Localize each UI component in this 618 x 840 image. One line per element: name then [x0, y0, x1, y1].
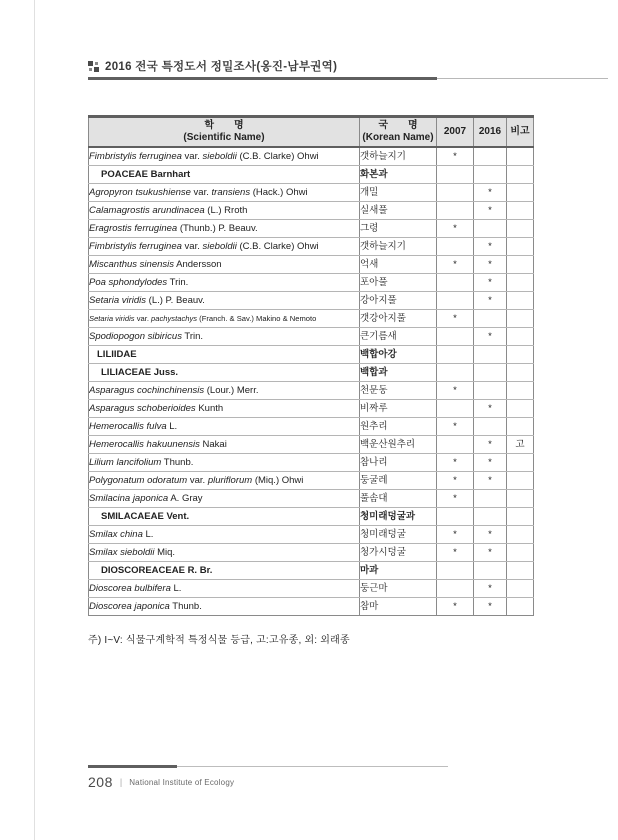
- page-number: 208: [88, 774, 113, 790]
- mark-2007-cell: *: [437, 472, 474, 490]
- header-rule-dark: [88, 77, 437, 80]
- mark-2016-cell: [474, 346, 507, 364]
- remark-cell: [507, 490, 534, 508]
- korean-name-cell: 비짜루: [360, 400, 437, 418]
- col-header-2007: 2007: [437, 117, 474, 148]
- korean-name-cell: 강아지풀: [360, 292, 437, 310]
- remark-cell: [507, 526, 534, 544]
- table-row: [89, 220, 534, 238]
- mark-2007-cell: *: [437, 490, 474, 508]
- scientific-name-cell: Smilax china L.: [89, 526, 360, 544]
- korean-name-cell: 참마: [360, 598, 437, 616]
- mark-2007-cell: [437, 274, 474, 292]
- mark-2007-cell: [437, 328, 474, 346]
- col-header-remark: 비고: [507, 117, 534, 148]
- mark-2007-cell: [437, 436, 474, 454]
- page-footer: [88, 774, 234, 790]
- table-row: [89, 400, 534, 418]
- scientific-name-cell: Agropyron tsukushiense var. transiens (Hack.) Ohwi: [89, 184, 360, 202]
- mark-2007-cell: [437, 202, 474, 220]
- remark-cell: [507, 418, 534, 436]
- mark-2007-cell: *: [437, 382, 474, 400]
- table-row: [89, 580, 534, 598]
- table-row: [89, 364, 534, 382]
- table-row: [89, 147, 534, 166]
- mark-2016-cell: [474, 508, 507, 526]
- col-header-scientific-name: 학 명 (Scientific Name): [89, 117, 360, 148]
- mark-2007-cell: [437, 184, 474, 202]
- scientific-name-cell: LILIIDAE: [89, 346, 360, 364]
- mark-2007-cell: *: [437, 454, 474, 472]
- remark-cell: [507, 598, 534, 616]
- remark-cell: [507, 220, 534, 238]
- remark-cell: [507, 580, 534, 598]
- korean-name-cell: 갯하늘지기: [360, 147, 437, 166]
- scientific-name-cell: Poa sphondylodes Trin.: [89, 274, 360, 292]
- remark-cell: [507, 400, 534, 418]
- mark-2016-cell: [474, 147, 507, 166]
- korean-name-cell: 큰기름새: [360, 328, 437, 346]
- mark-2007-cell: [437, 580, 474, 598]
- remark-cell: [507, 166, 534, 184]
- mark-2016-cell: *: [474, 400, 507, 418]
- mark-2007-cell: [437, 400, 474, 418]
- mark-2016-cell: [474, 382, 507, 400]
- remark-cell: [507, 184, 534, 202]
- col-header-2016: 2016: [474, 117, 507, 148]
- scientific-name-cell: Hemerocallis hakuunensis Nakai: [89, 436, 360, 454]
- col-header-korean-name: 국 명 (Korean Name): [360, 117, 437, 148]
- table-row: [89, 562, 534, 580]
- table-row: [89, 382, 534, 400]
- remark-cell: [507, 328, 534, 346]
- scientific-name-cell: Smilax sieboldii Miq.: [89, 544, 360, 562]
- mark-2016-cell: [474, 418, 507, 436]
- mark-2016-cell: [474, 220, 507, 238]
- mark-2016-cell: *: [474, 184, 507, 202]
- table-row: [89, 328, 534, 346]
- korean-name-cell: 풀솜대: [360, 490, 437, 508]
- scientific-name-cell: Calamagrostis arundinacea (L.) Rroth: [89, 202, 360, 220]
- mark-2016-cell: *: [474, 256, 507, 274]
- mark-2016-cell: *: [474, 454, 507, 472]
- mark-2007-cell: *: [437, 256, 474, 274]
- mark-2016-cell: [474, 310, 507, 328]
- remark-cell: [507, 202, 534, 220]
- species-table-body: [89, 147, 534, 616]
- korean-name-cell: 억새: [360, 256, 437, 274]
- scientific-name-cell: Asparagus schoberioides Kunth: [89, 400, 360, 418]
- page-left-edge-line: [34, 0, 35, 840]
- mark-2007-cell: *: [437, 526, 474, 544]
- mark-2007-cell: *: [437, 220, 474, 238]
- korean-name-cell: 백합아강: [360, 346, 437, 364]
- footnote: 주) I~V: 식물구계학적 특정식물 등급, 고:고유종, 외: 외래종: [88, 635, 350, 646]
- scientific-name-cell: Dioscorea bulbifera L.: [89, 580, 360, 598]
- remark-cell: [507, 274, 534, 292]
- mark-2016-cell: *: [474, 526, 507, 544]
- korean-name-cell: 청미래덩굴과: [360, 508, 437, 526]
- table-row: [89, 544, 534, 562]
- table-row: [89, 508, 534, 526]
- remark-cell: [507, 562, 534, 580]
- table-row: [89, 256, 534, 274]
- mark-2016-cell: *: [474, 580, 507, 598]
- mark-2007-cell: [437, 346, 474, 364]
- scientific-name-cell: Miscanthus sinensis Andersson: [89, 256, 360, 274]
- mark-2016-cell: *: [474, 598, 507, 616]
- scientific-name-cell: Spodiopogon sibiricus Trin.: [89, 328, 360, 346]
- korean-name-cell: 백운산원추리: [360, 436, 437, 454]
- scientific-name-cell: Asparagus cochinchinensis (Lour.) Merr.: [89, 382, 360, 400]
- mark-2007-cell: [437, 508, 474, 526]
- table-row: [89, 598, 534, 616]
- remark-cell: [507, 544, 534, 562]
- korean-name-cell: 개밀: [360, 184, 437, 202]
- mark-2007-cell: [437, 238, 474, 256]
- table-row: [89, 166, 534, 184]
- remark-cell: [507, 346, 534, 364]
- table-row: [89, 184, 534, 202]
- table-row: [89, 346, 534, 364]
- mark-2016-cell: *: [474, 328, 507, 346]
- table-row: [89, 292, 534, 310]
- mark-2016-cell: *: [474, 472, 507, 490]
- footer-publisher: National Institute of Ecology: [129, 777, 235, 787]
- table-row: [89, 490, 534, 508]
- footer-rule-dark: [88, 765, 177, 768]
- korean-name-cell: 갯강아지풀: [360, 310, 437, 328]
- scientific-name-cell: Hemerocallis fulva L.: [89, 418, 360, 436]
- mark-2016-cell: *: [474, 202, 507, 220]
- korean-name-cell: 둥굴레: [360, 472, 437, 490]
- scientific-name-cell: Setaria viridis var. pachystachys (Franch. & Sav.) Makino & Nemoto: [89, 310, 360, 328]
- remark-cell: [507, 256, 534, 274]
- table-row: [89, 238, 534, 256]
- mark-2007-cell: *: [437, 310, 474, 328]
- mark-2007-cell: *: [437, 418, 474, 436]
- scientific-name-cell: Smilacina japonica A. Gray: [89, 490, 360, 508]
- scientific-name-cell: POACEAE Barnhart: [89, 166, 360, 184]
- remark-cell: [507, 238, 534, 256]
- korean-name-cell: 마과: [360, 562, 437, 580]
- korean-name-cell: 참나리: [360, 454, 437, 472]
- table-row: [89, 526, 534, 544]
- korean-name-cell: 실새풀: [360, 202, 437, 220]
- mark-2016-cell: *: [474, 274, 507, 292]
- scientific-name-cell: Polygonatum odoratum var. pluriflorum (Miq.) Ohwi: [89, 472, 360, 490]
- scientific-name-cell: Setaria viridis (L.) P. Beauv.: [89, 292, 360, 310]
- remark-cell: [507, 310, 534, 328]
- remark-cell: [507, 508, 534, 526]
- korean-name-cell: 천문동: [360, 382, 437, 400]
- mark-2007-cell: [437, 364, 474, 382]
- scientific-name-cell: DIOSCOREACEAE R. Br.: [89, 562, 360, 580]
- species-table: [88, 115, 534, 616]
- scientific-name-cell: Eragrostis ferruginea (Thunb.) P. Beauv.: [89, 220, 360, 238]
- remark-cell: [507, 454, 534, 472]
- scientific-name-cell: Lilium lancifolium Thunb.: [89, 454, 360, 472]
- remark-cell: [507, 382, 534, 400]
- korean-name-cell: 포아풀: [360, 274, 437, 292]
- section-marker-icon: [88, 61, 100, 73]
- korean-name-cell: 청가시덩굴: [360, 544, 437, 562]
- korean-name-cell: 둥근마: [360, 580, 437, 598]
- korean-name-cell: 청미래덩굴: [360, 526, 437, 544]
- remark-cell: [507, 364, 534, 382]
- scientific-name-cell: Fimbristylis ferruginea var. sieboldii (C.B. Clarke) Ohwi: [89, 147, 360, 166]
- footer-separator: |: [119, 777, 123, 787]
- running-header-title: 2016 전국 특정도서 정밀조사(옹진-남부권역): [105, 61, 338, 73]
- table-row: [89, 418, 534, 436]
- table-header-row: [89, 117, 534, 148]
- korean-name-cell: 백합과: [360, 364, 437, 382]
- korean-name-cell: 화본과: [360, 166, 437, 184]
- mark-2016-cell: *: [474, 292, 507, 310]
- mark-2016-cell: *: [474, 238, 507, 256]
- table-row: [89, 274, 534, 292]
- mark-2016-cell: [474, 562, 507, 580]
- mark-2016-cell: [474, 490, 507, 508]
- scientific-name-cell: Dioscorea japonica Thunb.: [89, 598, 360, 616]
- remark-cell: 고: [507, 436, 534, 454]
- scientific-name-cell: SMILACAEAE Vent.: [89, 508, 360, 526]
- mark-2016-cell: [474, 364, 507, 382]
- mark-2007-cell: *: [437, 147, 474, 166]
- mark-2007-cell: [437, 562, 474, 580]
- korean-name-cell: 갯하늘지기: [360, 238, 437, 256]
- korean-name-cell: 원추리: [360, 418, 437, 436]
- mark-2007-cell: [437, 292, 474, 310]
- mark-2007-cell: *: [437, 598, 474, 616]
- scientific-name-cell: LILIACEAE Juss.: [89, 364, 360, 382]
- table-row: [89, 436, 534, 454]
- remark-cell: [507, 147, 534, 166]
- remark-cell: [507, 292, 534, 310]
- mark-2016-cell: *: [474, 436, 507, 454]
- korean-name-cell: 그령: [360, 220, 437, 238]
- mark-2007-cell: [437, 166, 474, 184]
- table-row: [89, 454, 534, 472]
- table-row: [89, 472, 534, 490]
- mark-2016-cell: *: [474, 544, 507, 562]
- mark-2007-cell: *: [437, 544, 474, 562]
- remark-cell: [507, 472, 534, 490]
- scientific-name-cell: Fimbristylis ferruginea var. sieboldii (C.B. Clarke) Ohwi: [89, 238, 360, 256]
- mark-2016-cell: [474, 166, 507, 184]
- table-row: [89, 202, 534, 220]
- table-row: [89, 310, 534, 328]
